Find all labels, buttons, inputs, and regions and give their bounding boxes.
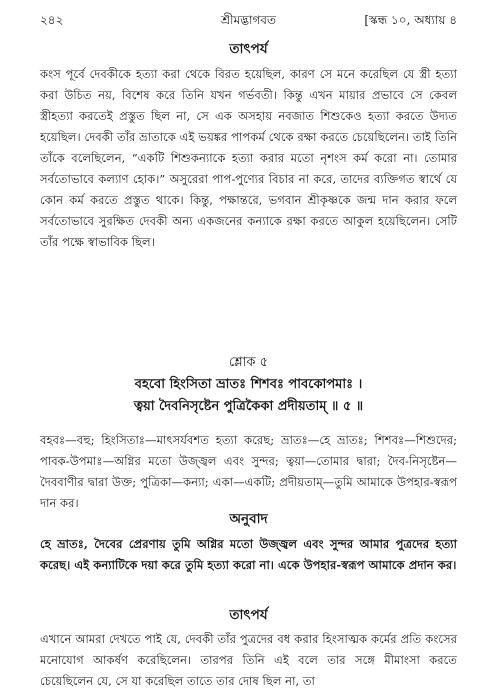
verse-number-heading: শ্লোক ৫ <box>228 355 269 370</box>
verse-line-1: বহবো হিংসিতা ভ্রাতঃ শিশবঃ পাবকোপমাঃ । <box>134 377 363 392</box>
synonyms-text: বহবঃ—বহু; হিংসিতাঃ—মাৎসর্যবশত হত্যা করেছ; ভ্রাতঃ—হে ভ্রাতঃ; শিশবঃ—শিশুদের; পাবক-উপমাঃ—অগ্নির মতো উজ্জ্বল এবং সুন্দর; ত্বয়া—তোমার দ্বারা; দৈব-নিসৃষ্টেন—দৈববাণীর দ্বারা উক্ত; পুত্রিকা—কন্যা; একা—একটি; প্রদীয়তাম্‌—তুমি আমাকে উপহার-স্বরূপ দান কর। <box>40 433 457 510</box>
purport-heading: তাৎপর্য <box>229 41 268 57</box>
translation-text: হে ভ্রাতঃ, দৈবের প্রেরণায় তুমি অগ্নির মতো উজ্জ্বল এবং সুন্দর আমার পুত্রদের হত্যা করেছ। এই কন্যাটিকে দয়া করে তুমি হত্যা করো না। একে উপহার-স্বরূপ আমাকে প্রদান কর। <box>40 537 457 572</box>
purport-text-2: এখানে আমরা দেখতে পাই যে, দেবকী তাঁর পুত্রদের বধ করার হিংসাত্মক কর্মের প্রতি কংসের মনোযোগ আকর্ষণ করেছিলেন। তারপর তিনি এই বলে তার সঙ্গে মীমাংসা করতে চেয়েছিলেন যে, সে যা করেছিল তাতে তার দোষ ছিল না, তা <box>40 632 457 688</box>
purport-section-1 <box>40 38 457 253</box>
purport-text: কংস পূর্বে দেবকীকে হত্যা করা থেকে বিরত হয়েছিল, কারণ সে মনে করেছিল যে স্ত্রী হত্যা করা উচিত নয়, বিশেষ করে তিনি যখন গর্ভবতী। কিন্তু এখন মায়ার প্রভাবে সে কেবল স্ত্রীহত্যা করতেই প্রস্তুত ছিল না, সে এক অসহায় নবজাত শিশুকেও হত্যা করতে উদ্যত হয়েছিল। দেবকী তাঁর ভ্রাতাকে এই ভয়ঙ্কর পাপকর্ম থেকে রক্ষা করতে চেয়েছিলেন। তাই তিনি তাঁকে বলেছিলেন, “একটি শিশুকন্যাকে হত্যা করার মতো নৃশংস কর্ম করো না। তোমার সর্বতোভাবে কল্যাণ হোক।” অসুরেরা পাপ-পুণ্যের বিচার না করে, তাদের ব্যক্তিগত স্বার্থে যে কোন কর্ম করতে প্রস্তুত থাকে। কিন্তু, পক্ষান্তরে, ভগবান শ্রীকৃষ্ণকে জন্ম দান করার ফলে সর্বতোভাবে সুরক্ষিত দেবকী অন্য একজনের কন্যাকে রক্ষা করতে আকুল হয়েছিলেন। সেটি তাঁর পক্ষে স্বাভাবিক ছিল। <box>40 67 457 249</box>
purport-heading-2: তাৎপর্য <box>229 607 268 623</box>
verse-section <box>40 352 457 418</box>
page-number: ২৪২ <box>40 13 64 27</box>
synonyms-section <box>40 430 457 514</box>
page-header <box>40 12 457 30</box>
translation-section <box>40 508 457 576</box>
verse-line-2: ত্বয়া দৈবনিসৃষ্টেন পুত্রিকৈকা প্রদীয়তাম্‌ ॥ ৫ ॥ <box>133 399 364 414</box>
purport-section-2 <box>40 604 457 692</box>
translation-heading: অনুবাদ <box>229 511 268 527</box>
book-title: শ্রীমদ্ভাগবত <box>220 13 276 27</box>
chapter-reference: [স্কন্ধ ১০, অধ্যায় ৪ <box>364 13 457 27</box>
